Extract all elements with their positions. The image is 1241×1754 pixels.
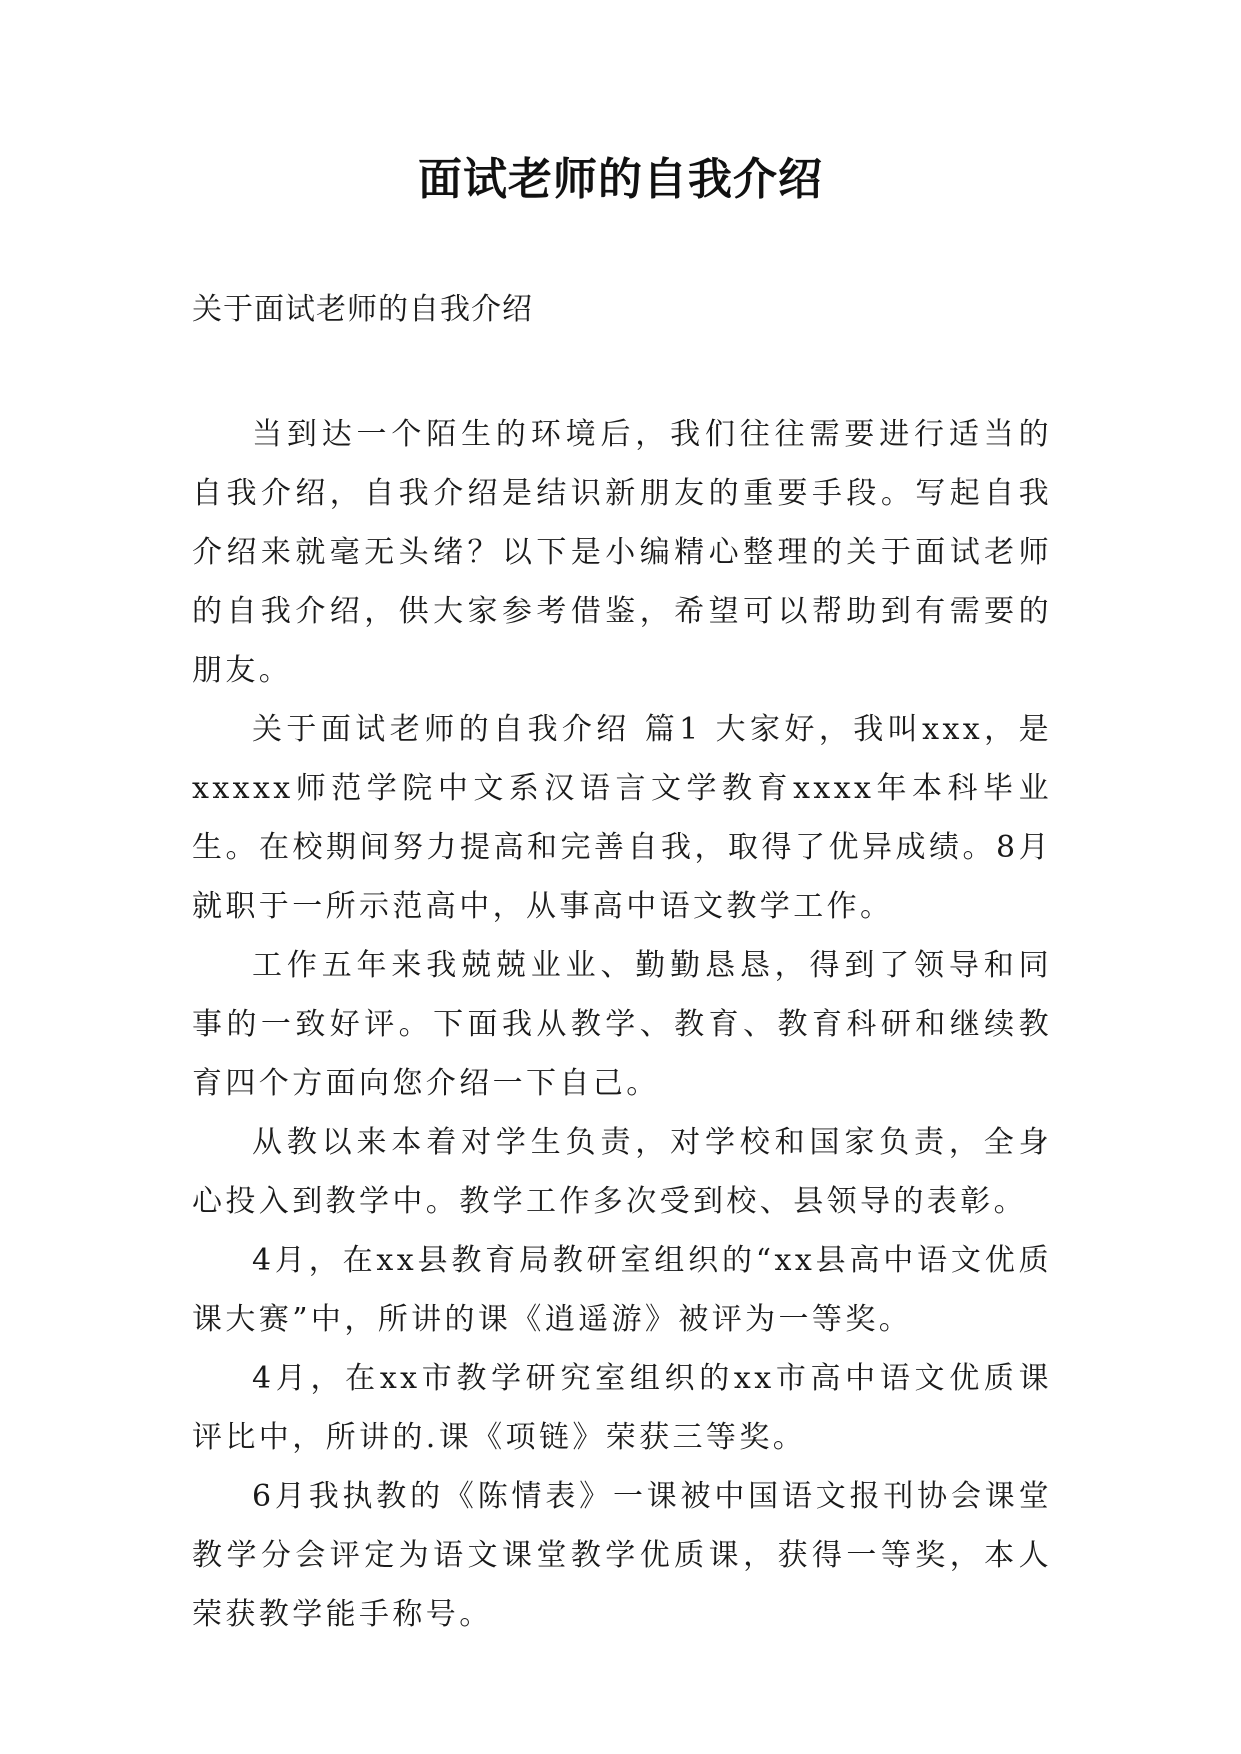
paragraph-teaching: 从教以来本着对学生负责，对学校和国家负责，全身心投入到教学中。教学工作多次受到校、县领导的表彰。 (192, 1125, 1052, 1219)
paragraph-intro: 当到达一个陌生的环境后，我们往往需要进行适当的自我介绍，自我介绍是结识新朋友的重要手段。写起自我介绍来就毫无头绪？以下是小编精心整理的关于面试老师的自我介绍，供大家参考借鉴，希望可以帮助到有需要的朋友。 (192, 417, 1052, 688)
paragraph-award-national: 6月我执教的《陈情表》一课被中国语文报刊协会课堂教学分会评定为语文课堂教学优质课，获得一等奖，本人荣获教学能手称号。 (192, 1479, 1052, 1632)
document-title: 面试老师的自我介绍 (418, 154, 823, 205)
paragraph-self-introduction: 关于面试老师的自我介绍 篇1 大家好，我叫xxx，是xxxxx师范学院中文系汉语言文学教育xxxx年本科毕业生。在校期间努力提高和完善自我，取得了优异成绩。8月就职于一所示范高中，从事高中语文教学工作。 (192, 712, 1052, 924)
paragraph-award-county: 4月，在xx县教育局教研室组织的“xx县高中语文优质课大赛”中，所讲的课《逍遥游》被评为一等奖。 (192, 1243, 1052, 1337)
document-body (192, 405, 1052, 1644)
paragraph-work-experience: 工作五年来我兢兢业业、勤勤恳恳，得到了领导和同事的一致好评。下面我从教学、教育、教育科研和继续教育四个方面向您介绍一下自己。 (192, 948, 1052, 1101)
paragraph-award-city: 4月，在xx市教学研究室组织的xx市高中语文优质课评比中，所讲的.课《项链》荣获三等奖。 (192, 1361, 1052, 1455)
document-subtitle: 关于面试老师的自我介绍 (192, 292, 533, 327)
